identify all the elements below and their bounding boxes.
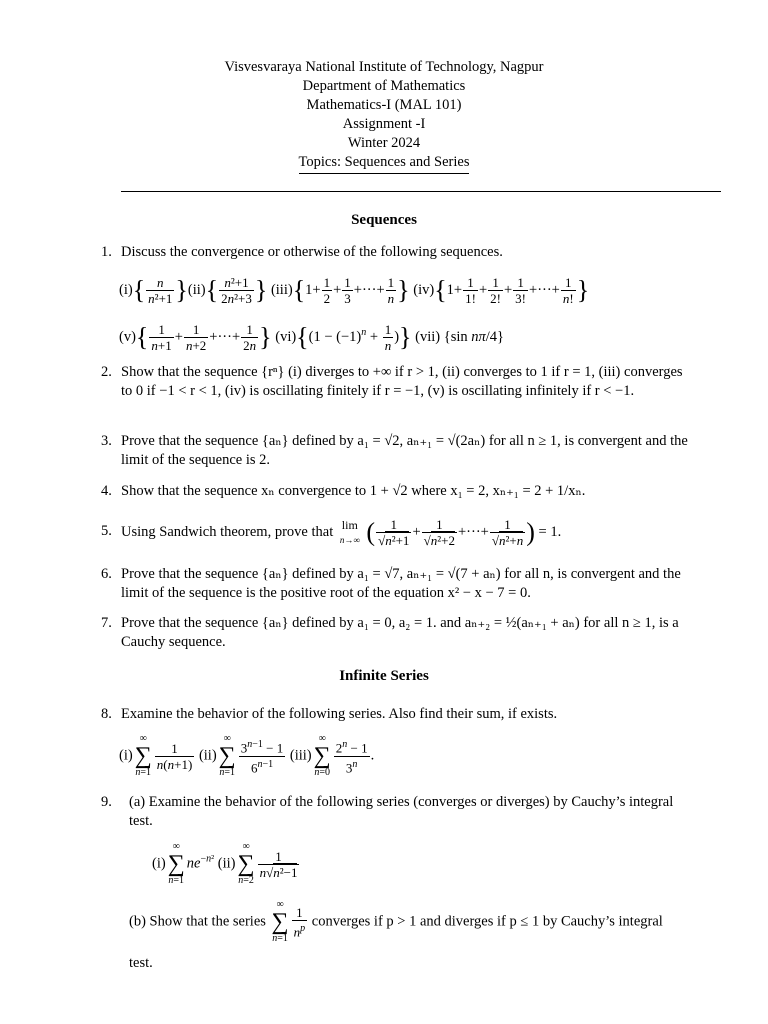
problem-text: Show that the sequence {rⁿ} (i) diverges to +∞ if r > 1, (ii) converges to 1 if r = 1, (iii) converges to 0 if −1 < r < 1, (iv) is oscillating finitely if r = −1, (v) is oscillating infinitely if r < −1.: [121, 364, 683, 399]
problem-text: Prove that the sequence {aₙ} defined by a₁ = √2, aₙ₊₁ = √(2aₙ) for all n ≥ 1, is convergent and the limit of the sequence is 2.: [121, 433, 688, 468]
problem-number: 2.: [101, 364, 112, 380]
department-name: Department of Mathematics: [302, 78, 466, 94]
problem-7: [101, 614, 691, 652]
section-title-infinite-series: Infinite Series: [339, 668, 429, 684]
problem-6: [101, 565, 691, 603]
problem-number: 6.: [101, 566, 112, 582]
problem-number: 5.: [101, 523, 112, 539]
problem-text: Examine the behavior of the following series. Also find their sum, if exists.: [121, 706, 558, 722]
institute-name: Visvesvaraya National Institute of Technology, Nagpur: [224, 59, 544, 75]
problem-text: Prove that the sequence {aₙ} defined by a₁ = √7, aₙ₊₁ = √(7 + aₙ) for all n, is convergent and the limit of the sequence is the positive root of the equation x² − x − 7 = 0.: [121, 566, 681, 601]
problem-5: 5. Using Sandwich theorem, prove that lim n→∞ ( $\frac{1}{\text{√n²+1}}$ + $\frac{1}{\text{√n²+2}}$ +···+ $\frac{1}{\text{√n²+n}}$ ) = 1.: [101, 517, 562, 549]
problem-4: [101, 482, 691, 501]
limit-operator: lim n→∞: [339, 517, 360, 545]
course-name: Mathematics-I (MAL 101): [306, 97, 462, 113]
problem-9b-text-pre: (b) Show that the series: [129, 913, 266, 930]
problem-number: 7.: [101, 615, 112, 631]
problem-number: 1.: [101, 244, 112, 260]
assignment-title: Assignment -I: [342, 116, 426, 132]
problem-2: [101, 363, 691, 401]
problem-text: Discuss the convergence or otherwise of the following sequences.: [121, 244, 503, 260]
problem-8-math: (i)∞ ∑ n=1 $\frac{1}{n(n+1)}$ (ii)∞ ∑ n=1 $\frac{3^{n-1} - 1}{6^{n-1}}$ (iii)∞ ∑ n=0 $\frac{2^n - 1}{3^n}$ .: [119, 733, 375, 778]
problem-text: Using Sandwich theorem, prove that: [121, 524, 334, 540]
problem-9b: (b) Show that the series ∞ ∑ n=1 $\frac{1}{n^p}$ converges if p > 1 and diverges if p ≤ 1 by Cauchy’s integral test.: [129, 899, 663, 971]
topics: Topics: Sequences and Series: [299, 153, 470, 174]
problem-number: 8.: [101, 706, 112, 722]
problem-text: Prove that the sequence {aₙ} defined by a₁ = 0, a₂ = 1. and aₙ₊₂ = ½(aₙ₊₁ + aₙ) for all n ≥ 1, is a Cauchy sequence.: [121, 615, 679, 650]
problem-9: [101, 793, 691, 831]
term: Winter 2024: [347, 135, 421, 151]
problem-1: [101, 243, 691, 262]
problem-9a-text: (a) Examine the behavior of the following series (converges or diverges) by Cauchy’s integral test.: [129, 794, 674, 829]
section-title-sequences: Sequences: [351, 212, 417, 228]
document-header: [0, 58, 768, 174]
problem-9a-math: (i)∞ ∑ $n=1ne^{-n^2}$ (ii)∞ ∑ n=2 $\frac{1}{\text{n√n²−1}}$: [152, 841, 298, 886]
problem-9b-text-post: converges if p > 1 and diverges if p ≤ 1 by Cauchy’s integral test.: [129, 913, 663, 971]
problem-text: Show that the sequence xₙ convergence to 1 + √2 where x₁ = 2, xₙ₊₁ = 2 + 1/xₙ.: [121, 483, 586, 499]
problem-number: 4.: [101, 483, 112, 499]
problem-number: 3.: [101, 433, 112, 449]
problem-1-math: (i){ $\frac{n}{\text{n²+1}}$ }(ii){ $\frac{\text{n²+1}}{\text{2n²+3}}$ } (iii){1+ $\frac{1}{2}$ + $\frac{1}{3}$ +···+ $\frac{1}{n}$ } (iv){1+ $\frac{1}{1!}$ + $\frac{1}{2!}$ + $\frac{1}{3!}$ +···+ $\frac{1}{n!}$ } (v){ $\frac{1}{n+1}$ + $\frac{1}{n+2}$ +···+ $\frac{1}{2n}$ } $(vi)\{(1 - (-1)^n$ + $\frac{1}{n}$ )} (vii) {sin nπ/4}: [119, 275, 590, 353]
problem-3: [101, 432, 691, 470]
header-divider: [121, 191, 721, 192]
problem-8: [101, 705, 691, 724]
problem-number: 9.: [101, 794, 112, 810]
